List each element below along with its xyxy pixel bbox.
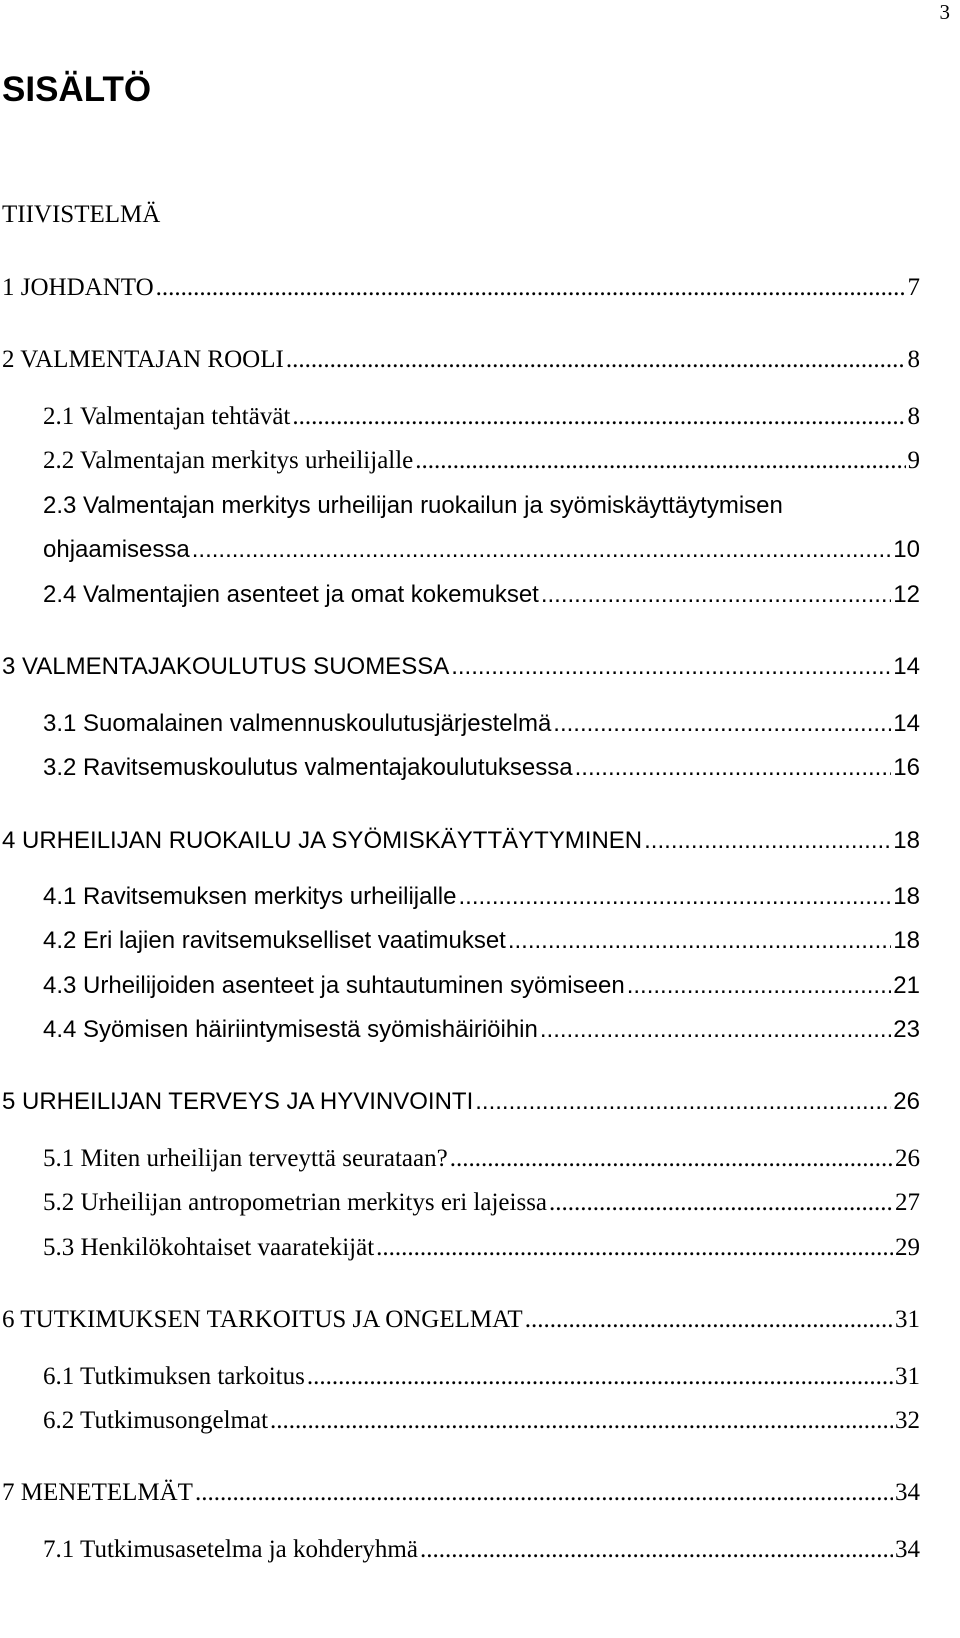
toc-entry-label: 6 TUTKIMUKSEN TARKOITUS JA ONGELMAT	[2, 1306, 523, 1333]
toc-entry-page: 34	[895, 1479, 920, 1506]
dot-leader	[540, 1015, 891, 1045]
toc-entry-label: 3 VALMENTAJAKOULUTUS SUOMESSA	[2, 653, 450, 680]
toc-entry-label: 5.2 Urheilijan antropometrian merkitys eri lajeissa	[43, 1189, 548, 1216]
toc-entry-page: 14	[893, 653, 920, 680]
toc-entry-label: 6.1 Tutkimuksen tarkoitus	[43, 1363, 305, 1390]
toc-entry-label: 3.1 Suomalainen valmennuskoulutusjärjestelmä	[43, 710, 552, 737]
toc-entry-2[interactable]	[2, 345, 920, 375]
dot-leader	[644, 826, 891, 856]
toc-entry-page: 29	[895, 1234, 920, 1261]
toc-entry-page: 8	[907, 403, 920, 430]
toc-entry-5-2[interactable]	[43, 1188, 920, 1218]
toc-entry-page: 14	[893, 710, 920, 737]
dot-leader	[450, 1144, 893, 1174]
toc-entry-page: 26	[895, 1145, 920, 1172]
toc-entry-label: 2.4 Valmentajien asenteet ja omat kokemukset	[43, 581, 539, 608]
toc-entry-label: 4.2 Eri lajien ravitsemukselliset vaatimukset	[43, 927, 506, 954]
toc-entry-2-1[interactable]	[43, 402, 920, 432]
toc-entry-3-2[interactable]	[43, 753, 920, 783]
dot-leader	[508, 926, 891, 956]
toc-entry-label: 2.1 Valmentajan tehtävät	[43, 403, 291, 430]
toc-entry-4-1[interactable]	[43, 882, 920, 912]
dot-leader	[451, 652, 891, 682]
toc-entry-label: 2.2 Valmentajan merkitys urheilijalle	[43, 447, 414, 474]
toc-entry-tiivistelma[interactable]	[2, 200, 920, 230]
toc-entry-label: 5.3 Henkilökohtaiset vaaratekijät	[43, 1234, 375, 1261]
dot-leader	[575, 753, 892, 783]
toc-entry-label: 4 URHEILIJAN RUOKAILU JA SYÖMISKÄYTTÄYTYMINEN	[2, 827, 643, 854]
toc-entry-page: 32	[895, 1407, 920, 1434]
toc-entry-page: 18	[893, 827, 920, 854]
toc-entry-page: 18	[893, 927, 920, 954]
dot-leader	[458, 882, 891, 912]
toc-entry-1[interactable]	[2, 273, 920, 303]
toc-entry-page: 27	[895, 1189, 920, 1216]
toc-entry-label: 3.2 Ravitsemuskoulutus valmentajakoulutuksessa	[43, 754, 573, 781]
toc-entry-4[interactable]	[2, 826, 920, 856]
dot-leader	[195, 1478, 893, 1508]
toc-title: SISÄLTÖ	[2, 70, 152, 109]
toc-entry-label: ohjaamisessa	[43, 536, 190, 563]
dot-leader	[270, 1406, 893, 1436]
toc-entry-label: 5 URHEILIJAN TERVEYS JA HYVINVOINTI	[2, 1088, 474, 1115]
dot-leader	[292, 402, 905, 432]
dot-leader	[376, 1233, 893, 1263]
toc-entry-page: 12	[893, 581, 920, 608]
toc-entry-page: 31	[895, 1306, 920, 1333]
toc-entry-4-2[interactable]	[43, 926, 920, 956]
dot-leader	[627, 971, 892, 1001]
toc-entry-7[interactable]	[2, 1478, 920, 1508]
toc-entry-2-3[interactable]	[43, 535, 920, 565]
toc-entry-page: 16	[893, 754, 920, 781]
toc-entry-page: 23	[893, 1016, 920, 1043]
toc-entry-5-3[interactable]	[43, 1233, 920, 1263]
toc-entry-2-3-first-line[interactable]: 2.3 Valmentajan merkitys urheilijan ruokailun ja syömiskäyttäytymisen	[43, 492, 783, 519]
toc-entry-page: 34	[895, 1536, 920, 1563]
dot-leader	[475, 1087, 891, 1117]
toc-entry-page: 18	[893, 883, 920, 910]
toc-entry-7-1[interactable]	[43, 1535, 920, 1565]
toc-entry-4-4[interactable]	[43, 1015, 920, 1045]
toc-entry-6-2[interactable]	[43, 1406, 920, 1436]
toc-entry-4-3[interactable]	[43, 971, 920, 1001]
toc-entry-2-4[interactable]	[43, 580, 920, 610]
toc-entry-label: 5.1 Miten urheilijan terveyttä seurataan?	[43, 1145, 448, 1172]
toc-entry-6-1[interactable]	[43, 1362, 920, 1392]
toc-entry-page: 10	[893, 536, 920, 563]
toc-entry-5[interactable]	[2, 1087, 920, 1117]
toc-entry-label: 4.1 Ravitsemuksen merkitys urheilijalle	[43, 883, 457, 910]
dot-leader	[156, 273, 906, 303]
toc-entry-3-1[interactable]	[43, 709, 920, 739]
toc-entry-page: 31	[895, 1363, 920, 1390]
toc-entry-page: 7	[907, 274, 920, 301]
dot-leader	[541, 580, 891, 610]
toc-entry-page: 9	[907, 447, 920, 474]
toc-entry-3[interactable]	[2, 652, 920, 682]
dot-leader	[549, 1188, 893, 1218]
toc-entry-label: 6.2 Tutkimusongelmat	[43, 1407, 269, 1434]
toc-entry-label: 7 MENETELMÄT	[2, 1479, 193, 1506]
toc-entry-6[interactable]	[2, 1305, 920, 1335]
page-number: 3	[939, 0, 950, 24]
toc-entry-page: 26	[893, 1088, 920, 1115]
dot-leader	[420, 1535, 893, 1565]
toc-entry-page: 21	[893, 972, 920, 999]
dot-leader	[192, 535, 892, 565]
toc-entry-label: 4.4 Syömisen häiriintymisestä syömishäiriöihin	[43, 1016, 538, 1043]
toc-entry-page: 8	[907, 346, 920, 373]
dot-leader	[553, 709, 891, 739]
dot-leader	[307, 1362, 893, 1392]
dot-leader	[286, 345, 906, 375]
toc-entry-label: 1 JOHDANTO	[2, 274, 154, 301]
dot-leader	[415, 446, 905, 476]
toc-entry-label: 4.3 Urheilijoiden asenteet ja suhtautuminen syömiseen	[43, 972, 625, 999]
dot-leader	[525, 1305, 893, 1335]
toc-entry-2-2[interactable]	[43, 446, 920, 476]
toc-entry-label: TIIVISTELMÄ	[2, 201, 161, 228]
toc-entry-label: 2 VALMENTAJAN ROOLI	[2, 346, 284, 373]
toc-entry-label: 7.1 Tutkimusasetelma ja kohderyhmä	[43, 1536, 418, 1563]
toc-entry-5-1[interactable]	[43, 1144, 920, 1174]
